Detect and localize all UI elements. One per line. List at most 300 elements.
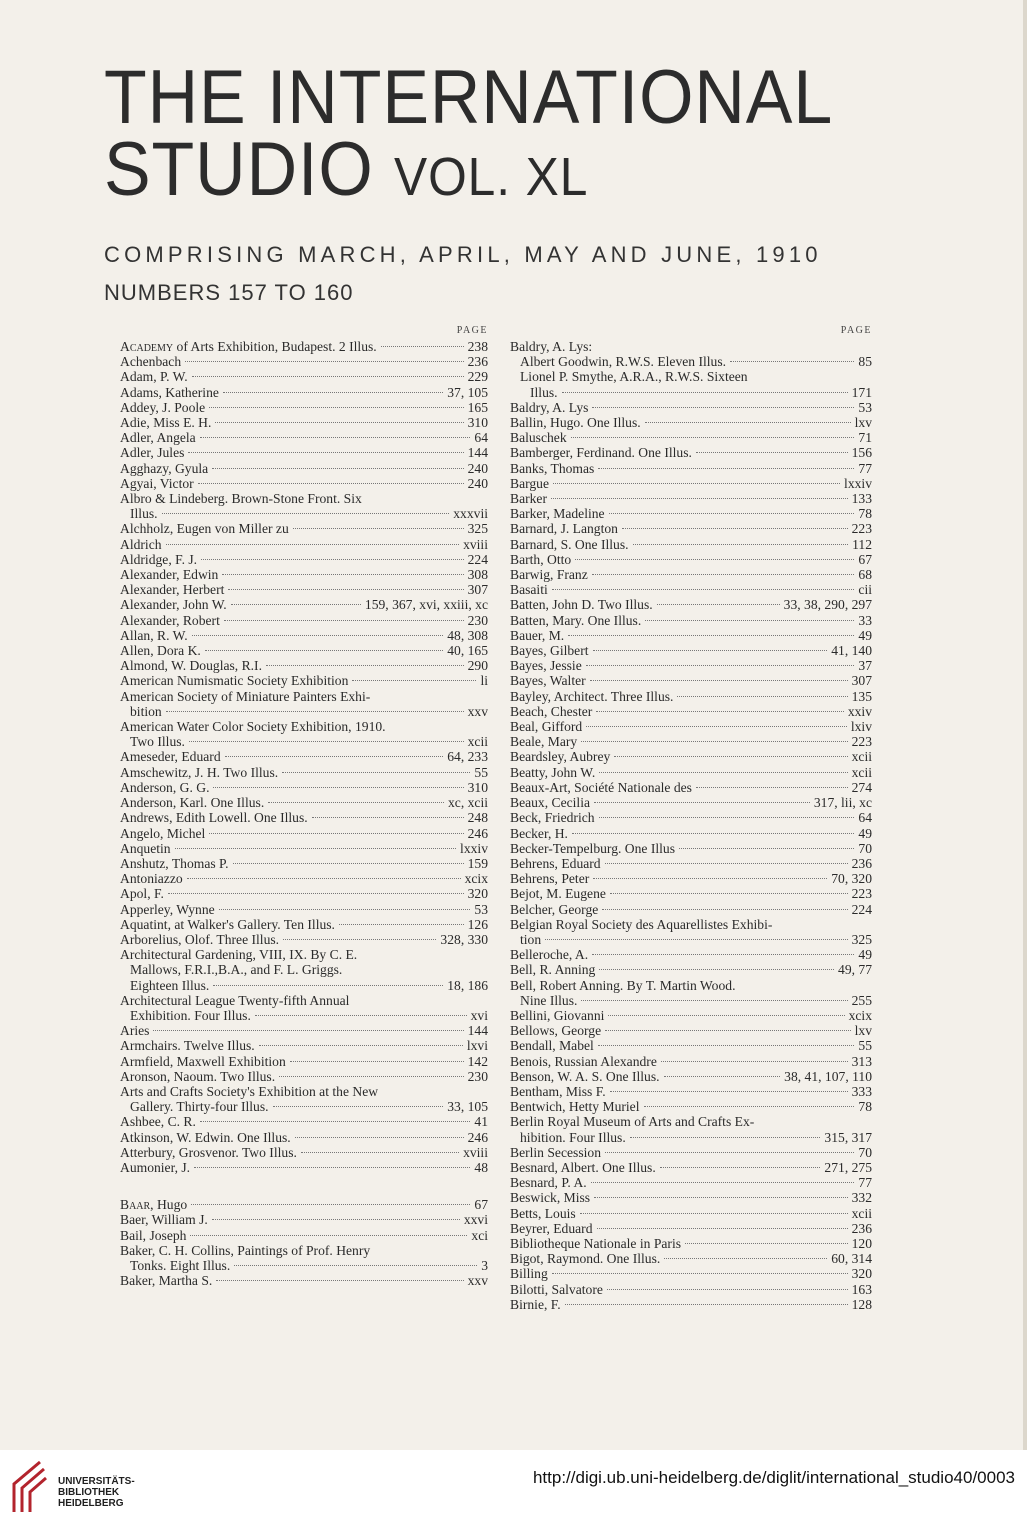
index-entry	[510, 1069, 872, 1084]
dot-leader	[301, 1152, 459, 1153]
index-entry	[510, 476, 872, 491]
dot-leader	[664, 1076, 781, 1077]
entry-text: Anshutz, Thomas P.	[120, 855, 229, 871]
dot-leader	[605, 863, 848, 864]
index-entry	[120, 826, 488, 841]
dot-leader	[233, 863, 464, 864]
entry-text: Exhibition. Four Illus.	[130, 1007, 251, 1023]
entry-text: Belleroche, A.	[510, 947, 589, 963]
entry-text: Barwig, Franz	[510, 567, 588, 583]
entry-text: hibition. Four Illus.	[520, 1129, 626, 1145]
entry-text: Aronson, Naoum. Two Illus.	[120, 1068, 276, 1084]
entry-page: 325	[851, 931, 872, 947]
entry-text: Alexander, Herbert	[120, 582, 225, 598]
index-entry	[510, 689, 872, 704]
dot-leader	[609, 513, 855, 514]
dot-leader	[553, 483, 840, 484]
entry-text: Allen, Dora K.	[120, 643, 201, 659]
dot-leader	[215, 422, 463, 423]
entry-text: Mallows, F.R.I.,B.A., and F. L. Griggs.	[130, 962, 343, 978]
entry-text: Alexander, Robert	[120, 612, 220, 628]
index-entry	[510, 1190, 872, 1205]
index-entry	[120, 552, 488, 567]
entry-page: xcii	[851, 749, 872, 765]
title-line-1: THE INTERNATIONAL	[104, 55, 834, 140]
index-entry	[120, 1228, 488, 1243]
index-entry	[510, 1084, 872, 1099]
dot-leader	[596, 711, 844, 712]
entry-text: Andrews, Edith Lowell. One Illus.	[120, 810, 308, 826]
dot-leader	[586, 665, 855, 666]
entry-page: 308	[467, 567, 488, 583]
entry-text: Eighteen Illus.	[130, 977, 210, 993]
dot-leader	[608, 1015, 844, 1016]
dot-leader	[607, 1289, 848, 1290]
dot-leader	[273, 1106, 444, 1107]
entry-text: Angelo, Michel	[120, 825, 206, 841]
dot-leader	[644, 1106, 855, 1107]
entry-text: Academy of Arts Exhibition, Budapest. 2 Illus.	[120, 339, 377, 354]
dot-leader	[231, 604, 361, 605]
page-column-header: PAGE	[840, 325, 872, 336]
entry-page: 230	[467, 612, 488, 628]
index-entry	[120, 673, 488, 688]
index-entry	[510, 567, 872, 582]
entry-page: 144	[467, 445, 488, 461]
index-entry	[120, 613, 488, 628]
entry-text: Bentham, Miss F.	[510, 1083, 606, 1099]
dot-leader	[664, 1258, 827, 1259]
entry-page: 49, 77	[838, 962, 872, 978]
dot-leader	[198, 483, 464, 484]
dot-leader	[593, 650, 828, 651]
entry-page: 171	[851, 384, 872, 400]
entry-text: Batten, John D. Two Illus.	[510, 597, 653, 613]
dot-leader	[586, 726, 847, 727]
entry-text: Ballin, Hugo. One Illus.	[510, 415, 641, 431]
dot-leader	[685, 1243, 848, 1244]
dot-leader	[175, 848, 456, 849]
entry-text: American Water Color Society Exhibition, 1910.	[120, 719, 386, 735]
entry-text: Ameseder, Eduard	[120, 749, 221, 765]
index-entry	[120, 719, 488, 749]
entry-text: Besnard, Albert. One Illus.	[510, 1159, 656, 1175]
entry-page: 53	[858, 399, 872, 415]
entry-page: 320	[467, 886, 488, 902]
entry-text: Baer, William J.	[120, 1212, 208, 1228]
entry-text: Adler, Jules	[120, 445, 185, 461]
index-entry	[120, 1069, 488, 1084]
entry-page: 120	[851, 1235, 872, 1251]
entry-page: 159	[467, 855, 488, 871]
entry-text: Bell, Robert Anning. By T. Martin Wood.	[510, 977, 736, 993]
entry-page: 33	[858, 612, 872, 628]
dot-leader	[194, 1167, 470, 1168]
index-entry	[510, 902, 872, 917]
index-entry	[510, 537, 872, 552]
index-entry	[120, 430, 488, 445]
entry-page: 37, 105	[447, 384, 488, 400]
entry-text: Adie, Miss E. H.	[120, 415, 212, 431]
entry-text: Benson, W. A. S. One Illus.	[510, 1068, 660, 1084]
dot-leader	[293, 528, 464, 529]
footer-bar	[0, 1450, 1027, 1530]
title-line-2: STUDIO	[104, 127, 374, 212]
dot-leader	[552, 1273, 848, 1274]
dot-leader	[610, 1091, 848, 1092]
entry-page: 223	[851, 734, 872, 750]
entry-page: 156	[851, 445, 872, 461]
index-entry	[120, 567, 488, 582]
index-entry	[510, 1038, 872, 1053]
entry-text: Tonks. Eight Illus.	[130, 1257, 231, 1273]
index-entry	[120, 765, 488, 780]
entry-page: 325	[467, 521, 488, 537]
index-entry	[120, 810, 488, 825]
index-entry	[510, 1023, 872, 1038]
source-url-link[interactable]: http://digi.ub.uni-heidelberg.de/diglit/international_studio40/0003	[532, 1468, 1015, 1487]
entry-text: Barth, Otto	[510, 551, 572, 567]
index-entry	[510, 582, 872, 597]
entry-text: Bayes, Walter	[510, 673, 586, 689]
entry-page: 236	[851, 855, 872, 871]
dot-leader	[187, 878, 461, 879]
dot-leader	[598, 468, 854, 469]
entry-text: Beyrer, Eduard	[510, 1220, 593, 1236]
index-entry	[510, 673, 872, 688]
entry-page: 3	[481, 1257, 488, 1273]
index-entry	[510, 521, 872, 536]
dot-leader	[168, 893, 464, 894]
entry-text: Aldridge, F. J.	[120, 551, 198, 567]
index-entry	[120, 385, 488, 400]
entry-page: 290	[467, 658, 488, 674]
dot-leader	[730, 361, 854, 362]
index-entry	[510, 506, 872, 521]
index-entry	[120, 1038, 488, 1053]
entry-text: Illus.	[130, 506, 158, 522]
index-entry	[510, 643, 872, 658]
dot-leader	[568, 635, 854, 636]
entry-page: xxv	[467, 1273, 488, 1289]
entry-text: Agyai, Victor	[120, 475, 194, 491]
entry-text: Betts, Louis	[510, 1205, 576, 1221]
volume-label: VOL. XL	[394, 147, 589, 207]
dot-leader	[205, 650, 443, 651]
entry-text: Apol, F.	[120, 886, 164, 902]
dot-leader	[339, 924, 464, 925]
entry-page: 49	[858, 825, 872, 841]
entry-page: xcix	[848, 1007, 872, 1023]
dot-leader	[290, 1061, 464, 1062]
dot-leader	[591, 1182, 855, 1183]
dot-leader	[594, 1197, 848, 1198]
index-entry	[120, 917, 488, 932]
entry-text: Alexander, Edwin	[120, 567, 219, 583]
index-entry	[120, 461, 488, 476]
entry-page: 333	[851, 1083, 872, 1099]
dot-leader	[594, 802, 810, 803]
dot-leader	[565, 1304, 848, 1305]
entry-text: Bayley, Architect. Three Illus.	[510, 688, 674, 704]
entry-page: 55	[858, 1038, 872, 1054]
index-entry	[120, 932, 488, 947]
index-entry	[120, 582, 488, 597]
index-entry	[510, 1175, 872, 1190]
dot-leader	[592, 407, 854, 408]
entry-text: Lionel P. Smythe, A.R.A., R.W.S. Sixteen	[520, 369, 748, 385]
entry-page: lxvi	[466, 1038, 488, 1054]
entry-text: Barnard, J. Langton	[510, 521, 618, 537]
index-entry	[510, 947, 872, 962]
entry-text: tion	[520, 931, 542, 947]
dot-leader	[645, 620, 854, 621]
entry-text: Bamberger, Ferdinand. One Illus.	[510, 445, 692, 461]
index-entry	[120, 415, 488, 430]
dot-leader	[633, 544, 849, 545]
entry-page: 78	[858, 506, 872, 522]
index-entry	[120, 339, 488, 354]
library-logo-icon	[10, 1458, 50, 1516]
dot-leader	[166, 544, 460, 545]
dot-leader	[192, 376, 464, 377]
dot-leader	[228, 589, 463, 590]
index-entry	[120, 643, 488, 658]
dot-leader	[592, 574, 855, 575]
entry-page: 70	[858, 840, 872, 856]
index-entry	[120, 780, 488, 795]
entry-page: 135	[851, 688, 872, 704]
entry-page: xxxvii	[453, 506, 488, 522]
entry-page: 236	[467, 354, 488, 370]
index-entry	[120, 1114, 488, 1129]
index-entry	[510, 978, 872, 1008]
dot-leader	[581, 741, 847, 742]
index-entry	[120, 537, 488, 552]
entry-page: 33, 105	[447, 1099, 488, 1115]
entry-text: Bendall, Mabel	[510, 1038, 594, 1054]
index-entry	[120, 1243, 488, 1273]
entry-text: Amschewitz, J. H. Two Illus.	[120, 764, 279, 780]
page-title	[104, 55, 834, 213]
entry-text: Armfield, Maxwell Exhibition	[120, 1053, 286, 1069]
entry-page: 49	[858, 947, 872, 963]
entry-page: xxiv	[847, 703, 872, 719]
entry-page: 307	[467, 582, 488, 598]
entry-page: 67	[474, 1197, 488, 1213]
dot-leader	[572, 833, 854, 834]
index-entry	[120, 1212, 488, 1227]
entry-page: xcix	[464, 871, 488, 887]
dot-leader	[213, 787, 463, 788]
entry-page: lxv	[854, 415, 872, 431]
index-entry	[120, 902, 488, 917]
dot-leader	[222, 574, 463, 575]
index-entry	[120, 841, 488, 856]
dot-leader	[209, 407, 463, 408]
entry-page: 236	[851, 1220, 872, 1236]
entry-text: Antoniazzo	[120, 871, 183, 887]
dot-leader	[592, 954, 854, 955]
index-entry	[120, 1145, 488, 1160]
entry-text: Achenbach	[120, 354, 182, 370]
index-entry	[510, 841, 872, 856]
dot-leader	[581, 1000, 847, 1001]
entry-text: American Society of Miniature Painters Exhi-	[120, 688, 371, 704]
entry-text: Beaux-Art, Société Nationale des	[510, 779, 692, 795]
dot-leader	[630, 1137, 821, 1138]
entry-page: lxxiv	[844, 475, 872, 491]
entry-text: Bellows, George	[510, 1023, 602, 1039]
entry-text: Bell, R. Anning	[510, 962, 596, 978]
dot-leader	[599, 817, 855, 818]
entry-page: 38, 41, 107, 110	[784, 1068, 872, 1084]
entry-text: Nine Illus.	[520, 992, 578, 1008]
index-entry	[510, 613, 872, 628]
entry-page: 313	[851, 1053, 872, 1069]
index-entry	[510, 780, 872, 795]
dot-leader	[605, 1152, 854, 1153]
dot-leader	[219, 909, 471, 910]
entry-page: 49	[858, 627, 872, 643]
entry-page: 142	[467, 1053, 488, 1069]
entry-page: xviii	[463, 536, 488, 552]
index-entry	[120, 369, 488, 384]
index-entry	[510, 734, 872, 749]
entry-text: Atterbury, Grosvenor. Two Illus.	[120, 1144, 297, 1160]
dot-leader	[166, 711, 464, 712]
index-entry	[510, 369, 872, 399]
entry-page: 223	[851, 886, 872, 902]
entry-page: 64, 233	[447, 749, 488, 765]
index-entry	[120, 856, 488, 871]
dot-leader	[696, 452, 848, 453]
entry-text: Bayes, Jessie	[510, 658, 582, 674]
index-entry	[510, 491, 872, 506]
index-entry	[510, 461, 872, 476]
index-entry	[510, 415, 872, 430]
index-entry	[510, 871, 872, 886]
entry-text: Beck, Friedrich	[510, 810, 595, 826]
index-entry	[120, 1273, 488, 1288]
entry-page: 64	[474, 430, 488, 446]
dot-leader	[295, 1137, 464, 1138]
entry-text: Bibliotheque Nationale in Paris	[510, 1235, 682, 1251]
entry-text: Anquetin	[120, 840, 171, 856]
entry-text: Atkinson, W. Edwin. One Illus.	[120, 1129, 291, 1145]
entry-text: Barker, Madeline	[510, 506, 605, 522]
dot-leader	[599, 969, 834, 970]
entry-page: 48, 308	[447, 627, 488, 643]
index-entry	[510, 400, 872, 415]
entry-text: Bigot, Raymond. One Illus.	[510, 1251, 661, 1267]
entry-page: lxv	[854, 1023, 872, 1039]
entry-page: 48	[474, 1159, 488, 1175]
index-entry	[510, 795, 872, 810]
dot-leader	[213, 985, 443, 986]
subtitle: COMPRISING MARCH, APRIL, MAY AND JUNE, 1910	[104, 242, 822, 267]
entry-page: 64	[858, 810, 872, 826]
dot-leader	[660, 1167, 821, 1168]
entry-page: 271, 275	[824, 1159, 872, 1175]
dot-leader	[191, 1204, 470, 1205]
entry-page: 55	[474, 764, 488, 780]
entry-text: Belgian Royal Society des Aquarellistes Exhibi-	[510, 916, 773, 932]
index-entry	[120, 445, 488, 460]
entry-page: 33, 38, 290, 297	[783, 597, 872, 613]
dot-leader	[190, 1235, 467, 1236]
dot-leader	[234, 1265, 477, 1266]
dot-leader	[201, 559, 464, 560]
index-entry	[510, 1206, 872, 1221]
dot-leader	[545, 939, 847, 940]
entry-page: 255	[851, 992, 872, 1008]
dot-leader	[200, 1121, 471, 1122]
entry-page: 53	[474, 901, 488, 917]
entry-text: Adams, Katherine	[120, 384, 219, 400]
entry-text: Adam, P. W.	[120, 369, 188, 385]
library-name-line: UNIVERSITÄTS-	[58, 1476, 135, 1487]
index-entry	[120, 1130, 488, 1145]
index-entry	[510, 658, 872, 673]
index-entry	[510, 1297, 872, 1312]
entry-page: xcii	[851, 1205, 872, 1221]
index-column-right	[510, 325, 872, 1312]
dot-leader	[610, 893, 848, 894]
entry-text: Addey, J. Poole	[120, 399, 206, 415]
entry-text: Alexander, John W.	[120, 597, 227, 613]
entry-text: Bargue	[510, 475, 550, 491]
entry-page: 67	[858, 551, 872, 567]
entry-page: 229	[467, 369, 488, 385]
entry-page: 68	[858, 567, 872, 583]
index-entry	[510, 1054, 872, 1069]
index-entry	[510, 1251, 872, 1266]
entry-page: 70, 320	[831, 871, 872, 887]
entry-text: Baldry, A. Lys:	[510, 339, 593, 354]
index-entry	[510, 962, 872, 977]
index-entry	[510, 552, 872, 567]
index-entry	[510, 1160, 872, 1175]
dot-leader	[597, 1228, 848, 1229]
index-entry	[510, 430, 872, 445]
entry-page: xcii	[467, 734, 488, 750]
entry-page: xcii	[851, 764, 872, 780]
dot-leader	[590, 680, 848, 681]
dot-leader	[283, 939, 436, 940]
entry-page: 317, lii, xc	[813, 795, 872, 811]
entry-page: 332	[851, 1190, 872, 1206]
entry-text: Batten, Mary. One Illus.	[510, 612, 642, 628]
entry-text: Arborelius, Olof. Three Illus.	[120, 931, 280, 947]
index-entry	[510, 826, 872, 841]
entry-text: Arts and Crafts Society's Exhibition at the New	[120, 1083, 379, 1099]
entry-page: lxiv	[850, 719, 872, 735]
entry-page: 163	[851, 1281, 872, 1297]
entry-page: 310	[467, 779, 488, 795]
entry-text: Aquatint, at Walker's Gallery. Ten Illus.	[120, 916, 335, 932]
dot-leader	[212, 1219, 460, 1220]
library-name	[58, 1476, 135, 1509]
entry-page: 112	[852, 536, 872, 552]
dot-leader	[657, 604, 780, 605]
entry-page: 224	[851, 901, 872, 917]
entry-text: Birnie, F.	[510, 1296, 561, 1312]
entry-page: 320	[851, 1266, 872, 1282]
entry-page: 246	[467, 1129, 488, 1145]
entry-text: Allan, R. W.	[120, 627, 188, 643]
entry-page: cii	[858, 582, 872, 598]
